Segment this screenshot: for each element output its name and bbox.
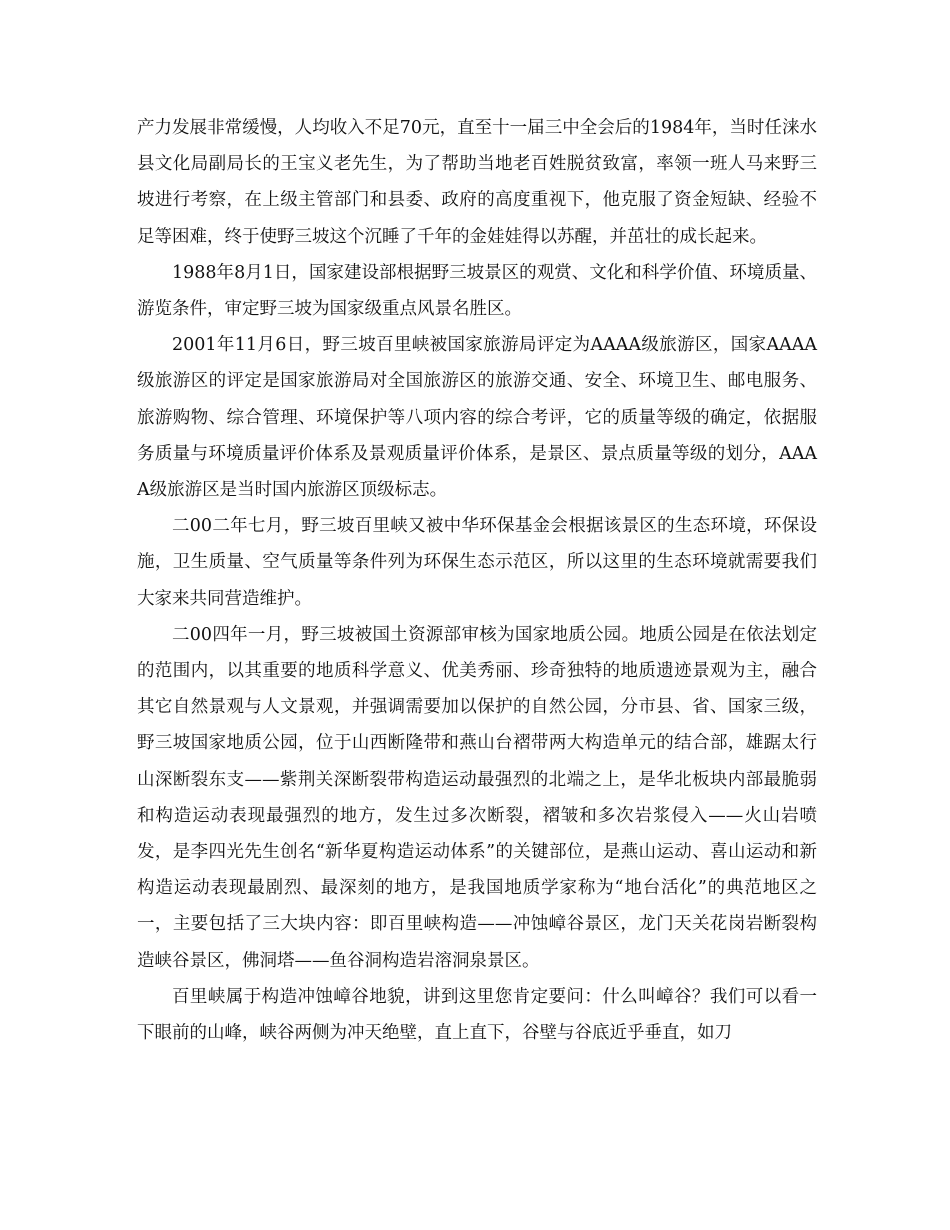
- paragraph-5: 二00四年一月，野三坡被国土资源部审核为国家地质公园。地质公园是在依法划定的范围内，以其重要的地质科学意义、优美秀丽、珍奇独特的地质遗迹景观为主，融合其它自然景观与人文景观，并强调需要加以保护的自然公园，分市县、省、国家三级，野三坡国家地质公园，位于山西断隆带和燕山台褶带两大构造单元的结合部，雄踞太行山深断裂东支——紫荆关深断裂带构造运动最强烈的北端之上，是华北板块内部最脆弱和构造运动表现最强烈的地方，发生过多次断裂，褶皱和多次岩浆侵入——火山岩喷发，是李四光先生创名“新华夏构造运动体系”的关键部位，是燕山运动、喜山运动和新构造运动表现最剧烈、最深刻的地方，是我国地质学家称为“地台活化”的典范地区之一，主要包括了三大块内容：即百里峡构造——冲蚀嶂谷景区，龙门天关花岗岩断裂构造峡谷景区，佛洞塔——鱼谷洞构造岩溶洞泉景区。: [137, 624, 817, 971]
- document-body: [137, 110, 817, 1051]
- paragraph-2: 1988年8月1日，国家建设部根据野三坡景区的观赏、文化和科学价值、环境质量、游览条件，审定野三坡为国家级重点风景名胜区。: [137, 262, 817, 320]
- paragraph-4: 二00二年七月，野三坡百里峡又被中华环保基金会根据该景区的生态环境，环保设施，卫生质量、空气质量等条件列为环保生态示范区，所以这里的生态环境就需要我们大家来共同营造维护。: [137, 516, 817, 609]
- paragraph-1: 产力发展非常缓慢，人均收入不足70元，直至十一届三中全会后的1984年，当时任涞水县文化局副局长的王宝义老先生，为了帮助当地老百姓脱贫致富，率领一班人马来野三坡进行考察，在上级主管部门和县委、政府的高度重视下，他克服了资金短缺、经验不足等困难，终于使野三坡这个沉睡了千年的金娃娃得以苏醒，并茁壮的成长起来。: [137, 118, 817, 247]
- paragraph-6: 百里峡属于构造冲蚀嶂谷地貌，讲到这里您肯定要问：什么叫嶂谷？我们可以看一下眼前的山峰，峡谷两侧为冲天绝壁，直上直下，谷壁与谷底近乎垂直，如刀: [137, 986, 817, 1044]
- paragraph-3: 2001年11月6日，野三坡百里峡被国家旅游局评定为AAAA级旅游区，国家AAAA级旅游区的评定是国家旅游局对全国旅游区的旅游交通、安全、环境卫生、邮电服务、旅游购物、综合管理、环境保护等八项内容的综合考评，它的质量等级的确定，依据服务质量与环境质量评价体系及景观质量评价体系，是景区、景点质量等级的划分，AAAA级旅游区是当时国内旅游区顶级标志。: [137, 335, 817, 501]
